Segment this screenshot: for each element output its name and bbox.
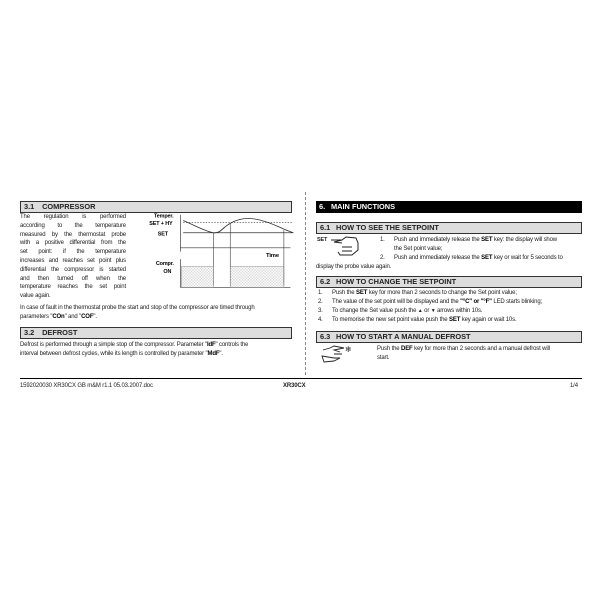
fault-text-line2: parameters "COn" and "COF". bbox=[20, 314, 97, 320]
footer-model: XR30CX bbox=[283, 383, 306, 389]
paragraph-line: temperature reaches the set point bbox=[20, 284, 126, 291]
paragraph-line: measured by the thermostat probe bbox=[20, 231, 126, 238]
footer-page-number: 1/4 bbox=[570, 383, 578, 389]
on-label: ON bbox=[163, 269, 172, 276]
set-hy-label: SET + HY bbox=[149, 221, 173, 228]
compressor-axis-label: Compr. bbox=[155, 260, 174, 267]
param-con: COn bbox=[52, 314, 65, 320]
compressor-on-period bbox=[181, 267, 213, 288]
paragraph-line: increases and reaches set point plus bbox=[20, 257, 126, 264]
see-item-2-cont: display the probe value again. bbox=[316, 264, 392, 270]
set-key-label: SET bbox=[317, 237, 328, 243]
pointing-hand-icon bbox=[330, 235, 360, 257]
param-mdf: MdF bbox=[207, 351, 220, 357]
section-number: 3.2 bbox=[24, 328, 35, 337]
see-item-2: 2. Push and immediately release the SET key or wait for 5 seconds to bbox=[380, 255, 563, 261]
change-item-2: 2. The value of the set point will be displayed and the "°C" or "°F" LED starts blinking; bbox=[318, 299, 543, 305]
paragraph-line: set point: if the temperature bbox=[20, 249, 126, 256]
section-number: 3.1 bbox=[24, 202, 35, 211]
temperature-curve bbox=[183, 218, 293, 232]
see-item-1-cont: the Set point value; bbox=[394, 246, 443, 252]
change-item-3: 3. To change the Set value push the ▲ or ▼ arrows within 10s. bbox=[318, 308, 483, 314]
defrost-text-line1: Defrost is performed through a simple stop of the compressor. Parameter "IdF" controls the bbox=[20, 342, 249, 348]
defrost-text-line2: interval between defrost cycles, while its length is controlled by parameter "MdF". bbox=[20, 351, 223, 357]
section-title: COMPRESSOR bbox=[42, 202, 96, 211]
change-item-1: 1. Push the SET key for more than 2 seconds to change the Set point value; bbox=[318, 290, 517, 296]
footer-document-name: 1592020030 XR30CX GB m&M r1.1 05.03.2007.doc bbox=[20, 383, 153, 389]
section-heading-defrost bbox=[20, 327, 292, 339]
pointing-hand-defrost-icon bbox=[320, 344, 354, 364]
set-label: SET bbox=[157, 231, 168, 238]
paragraph-line: The regulation is performed bbox=[20, 214, 126, 220]
down-arrow-icon: ▼ bbox=[430, 308, 436, 314]
see-item-1: 1. Push and immediately release the SET key: the display will show bbox=[380, 237, 557, 243]
column-separator bbox=[305, 192, 306, 375]
param-cof: COF bbox=[81, 314, 94, 320]
main-functions-heading: 6. MAIN FUNCTIONS bbox=[316, 201, 582, 213]
paragraph-line: and then turned off when the bbox=[20, 275, 126, 282]
section-heading-see-setpoint: 6.1 HOW TO SEE THE SETPOINT bbox=[316, 222, 582, 234]
manual-defrost-line2: start. bbox=[377, 355, 390, 361]
footer-rule bbox=[20, 378, 582, 379]
param-idf: IdF bbox=[206, 342, 216, 348]
manual-defrost-line1: Push the DEF key for more than 2 seconds and a manual defrost will bbox=[377, 346, 550, 352]
paragraph-line: with a positive differential from the bbox=[20, 240, 126, 247]
section-heading-manual-defrost: 6.3 HOW TO START A MANUAL DEFROST bbox=[316, 331, 582, 343]
temperature-axis-label: Temper. bbox=[154, 213, 174, 220]
compressor-paragraph bbox=[20, 213, 126, 301]
section-heading-change-setpoint: 6.2 HOW TO CHANGE THE SETPOINT bbox=[316, 276, 582, 288]
fault-text-line1: In case of fault in the thermostat probe the start and stop of the compressor are timed through bbox=[20, 305, 255, 311]
compressor-on-period bbox=[230, 267, 284, 288]
paragraph-line: value again. bbox=[20, 293, 51, 300]
paragraph-line: according to the temperature bbox=[20, 222, 126, 229]
up-arrow-icon: ▲ bbox=[417, 308, 423, 314]
snowflake-icon: ❄ bbox=[345, 345, 352, 354]
time-axis-label: Time bbox=[266, 253, 279, 260]
change-item-4: 4. To memorise the new set point value push the SET key again or wait 10s. bbox=[318, 317, 517, 323]
compressor-regulation-diagram bbox=[138, 212, 298, 294]
paragraph-line: differential the compressor is started bbox=[20, 266, 126, 273]
section-title: DEFROST bbox=[42, 328, 78, 337]
